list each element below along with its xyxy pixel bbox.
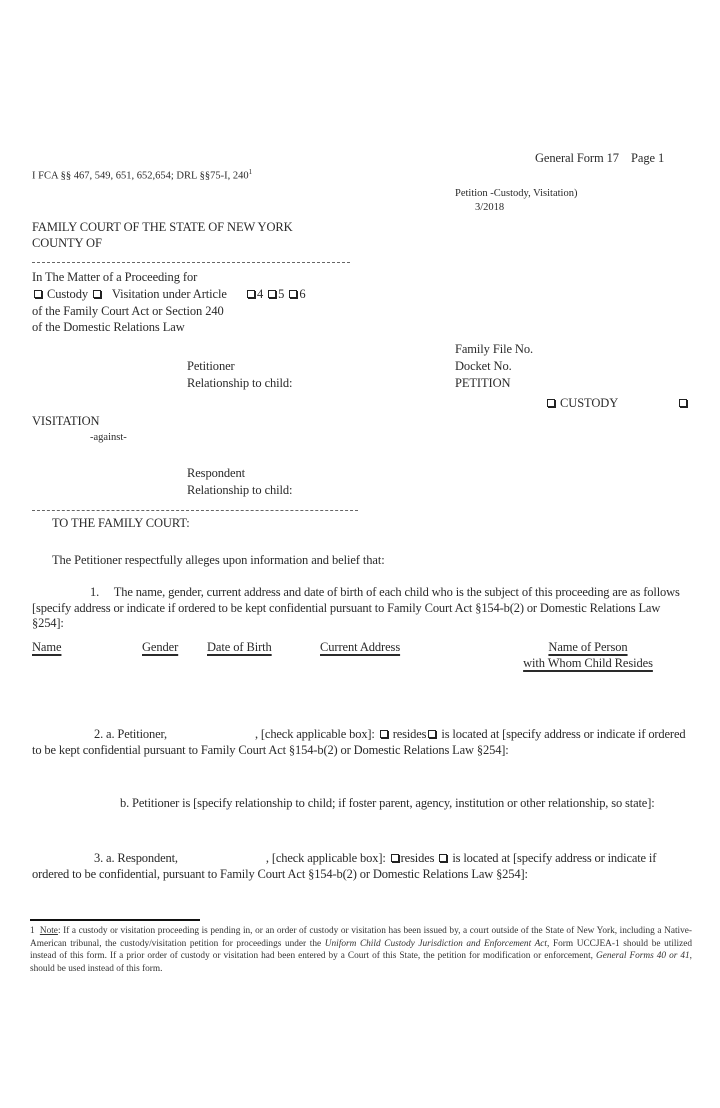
article-6-label: 6 bbox=[299, 287, 306, 301]
item-3a-located-label: is located at [specify bbox=[452, 851, 553, 865]
petitioner-located-checkbox[interactable] bbox=[428, 730, 436, 738]
item-1-text: The name, gender, current address and date of birth of each child who is the subject of this proceeding are as follows [specify address or indicate if ordered to be kept confidential pursuant to Family Court Act §154-b(2) or Domestic Relations Law §254]: bbox=[32, 585, 680, 631]
form-number-label bbox=[535, 151, 664, 166]
item-2b-paragraph: b. Petitioner is [specify relationship to child; if foster parent, agency, institution or other relationship, so state]: bbox=[120, 796, 655, 810]
page-label: Page 1 bbox=[631, 151, 665, 165]
respondent-relationship-label: Relationship to child: bbox=[187, 483, 293, 497]
col-header-address: Current Address bbox=[320, 640, 401, 654]
item-2a-located-label: is located at [specify bbox=[441, 727, 542, 741]
col-header-resides bbox=[508, 640, 668, 671]
proceeding-type-line bbox=[32, 287, 305, 302]
petitioner-label: Petitioner bbox=[187, 359, 235, 373]
custody-checkbox[interactable] bbox=[34, 290, 42, 298]
petitioner-relationship-label: Relationship to child: bbox=[187, 376, 293, 390]
form-label: General Form 17 bbox=[535, 151, 619, 165]
visitation-option-checkbox-wrap bbox=[677, 396, 689, 411]
family-file-label: Family File No. bbox=[455, 342, 534, 356]
article-5-label: 5 bbox=[278, 287, 285, 301]
to-court-heading: TO THE FAMILY COURT: bbox=[52, 516, 190, 530]
col-header-dob: Date of Birth bbox=[207, 640, 272, 654]
caption-divider bbox=[32, 510, 358, 511]
docket-label: Docket No. bbox=[455, 359, 512, 373]
footnote-act-name: Uniform Child Custody Jurisdiction and Enforcement Act bbox=[324, 938, 548, 949]
form-date: 3/2018 bbox=[475, 202, 505, 213]
item-3a-resides-label: resides bbox=[400, 851, 435, 865]
against-label: -against- bbox=[90, 432, 127, 443]
intro-sentence: The Petitioner respectfully alleges upon information and belief that: bbox=[52, 553, 385, 567]
form-title: Petition -Custody, Visitation) bbox=[455, 188, 578, 199]
respondent-label: Respondent bbox=[187, 466, 246, 480]
footnote-text-b: , Form UCCJEA-1 should be utilized instead of this form. If a prior order of custody or visitation had been entered by a Court of this State, the petition for modification or enforcement, bbox=[30, 938, 692, 962]
col-header-resides-line2: with Whom Child Resides bbox=[523, 656, 653, 670]
footnote-text-a: : If a custody or visitation proceeding is pending in, or an order of custody or visitation has been issued by, a court outside of the State of New York, including a Native-American tribunal, the custody/visitation petition for proceedings under the bbox=[30, 926, 692, 949]
item-3a-prefix: 3. a. Respondent, bbox=[94, 851, 178, 865]
footnote-forms-name: General Forms 40 or 41 bbox=[596, 951, 690, 962]
item-2a-paragraph bbox=[32, 727, 692, 758]
visitation-checkbox[interactable] bbox=[93, 290, 101, 298]
footnote-number: 1 bbox=[30, 926, 35, 936]
petitioner-resides-checkbox[interactable] bbox=[380, 730, 388, 738]
col-header-resides-line1: Name of Person bbox=[548, 640, 628, 654]
item-1-number: 1. bbox=[90, 585, 100, 599]
article-4-label: 4 bbox=[256, 287, 264, 301]
item-2a-check-instruction: , [check applicable box]: bbox=[254, 727, 375, 741]
petition-visitation-checkbox[interactable] bbox=[679, 399, 687, 407]
col-header-name: Name bbox=[32, 640, 62, 654]
item-3a-paragraph bbox=[32, 851, 692, 882]
petition-custody-checkbox[interactable] bbox=[547, 399, 555, 407]
item-2a-rest: address or indicate if ordered to be kept confidential pursuant to Family Court Act §154-b(2) or Domestic Relations Law §254]: bbox=[32, 727, 686, 757]
matter-line-4: of the Domestic Relations Law bbox=[32, 320, 185, 334]
footnote-ref: 1 bbox=[248, 168, 253, 176]
footnote-note-label: Note bbox=[39, 926, 58, 936]
statute-text: I FCA §§ 467, 549, 651, 652,654; DRL §§75-I, 240 bbox=[32, 170, 249, 182]
custody-label: Custody bbox=[47, 287, 89, 301]
respondent-located-checkbox[interactable] bbox=[439, 854, 447, 862]
county-label: COUNTY OF bbox=[32, 236, 102, 250]
item-2a-prefix: 2. a. Petitioner, bbox=[94, 727, 167, 741]
petition-custody-label: CUSTODY bbox=[560, 396, 619, 410]
footnote bbox=[30, 925, 692, 975]
article-4-checkbox[interactable] bbox=[247, 290, 255, 298]
custody-option bbox=[545, 396, 618, 411]
item-2a-resides-label: resides bbox=[392, 727, 427, 741]
visitation-label: Visitation under Article bbox=[111, 287, 227, 301]
article-6-checkbox[interactable] bbox=[289, 290, 297, 298]
item-1-paragraph bbox=[32, 585, 692, 632]
statute-reference bbox=[32, 168, 252, 182]
footnote-separator bbox=[30, 919, 200, 921]
visitation-heading: VISITATION bbox=[32, 414, 100, 428]
item-3a-rest: address or indicate if ordered to be confidential, pursuant to Family Court Act §154-b(2) or Domestic Relations Law §254]: bbox=[32, 851, 657, 881]
matter-line-3: of the Family Court Act or Section 240 bbox=[32, 304, 224, 318]
court-name: FAMILY COURT OF THE STATE OF NEW YORK bbox=[32, 220, 293, 234]
matter-line-1: In The Matter of a Proceeding for bbox=[32, 270, 198, 284]
footnote-text-c: , should be used instead of this form. bbox=[30, 951, 692, 974]
item-3a-check-instruction: , [check applicable box]: bbox=[265, 851, 386, 865]
col-header-gender: Gender bbox=[142, 640, 179, 654]
article-5-checkbox[interactable] bbox=[268, 290, 276, 298]
respondent-resides-checkbox[interactable] bbox=[391, 854, 399, 862]
county-divider bbox=[32, 262, 350, 263]
petition-label: PETITION bbox=[455, 376, 511, 390]
